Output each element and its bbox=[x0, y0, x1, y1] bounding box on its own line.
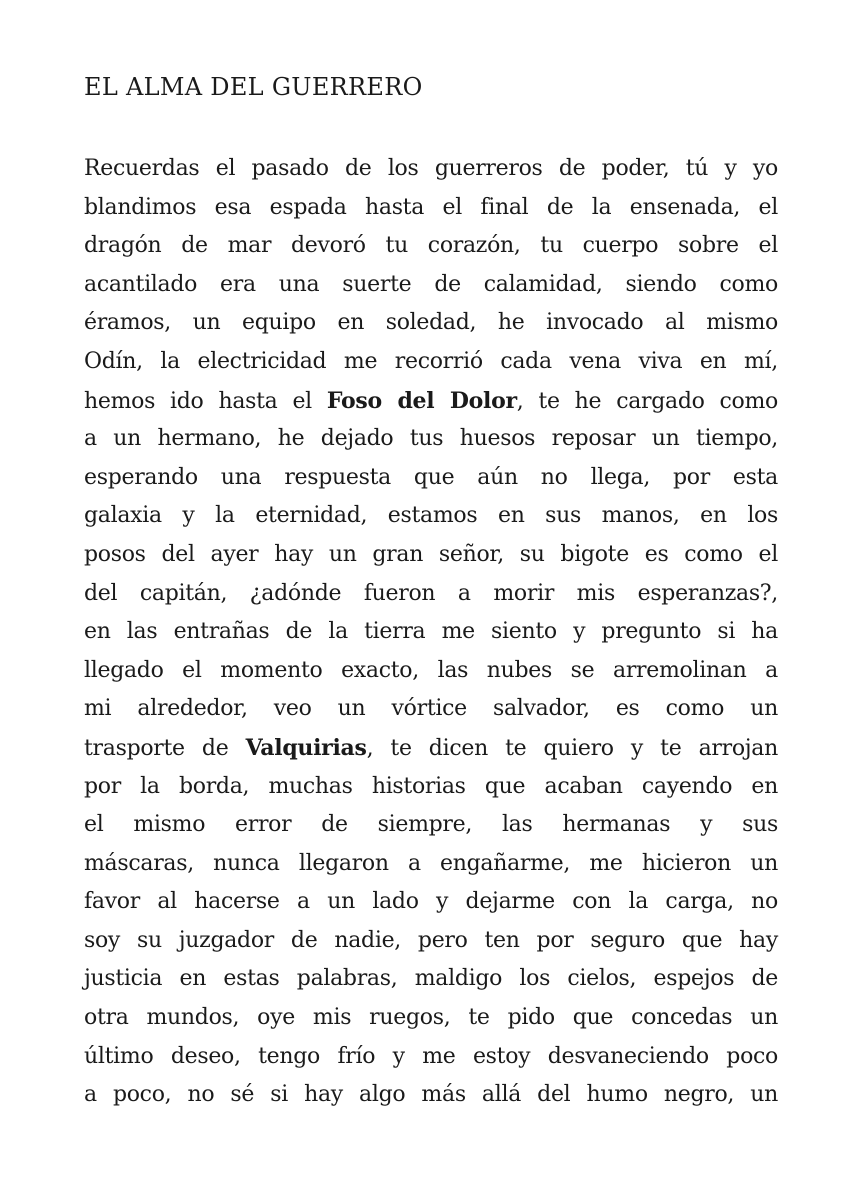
text-segment: hemos ido hasta el bbox=[84, 388, 327, 414]
text-line: soy su juzgador de nadie, pero ten por seguro que hay bbox=[84, 927, 778, 953]
text-line: el mismo error de siempre, las hermanas y sus bbox=[84, 812, 778, 838]
text-segment: , te he cargado como bbox=[516, 388, 779, 414]
text-line: a un hermano, he dejado tus huesos reposar un tiempo, bbox=[84, 426, 778, 452]
text-line: esperando una respuesta que aún no llega, por esta bbox=[84, 464, 778, 490]
text-line: posos del ayer hay un gran señor, su bigote es como el bbox=[84, 541, 778, 567]
text-line: Recuerdas el pasado de los guerreros de poder, tú y yo bbox=[84, 156, 778, 181]
text-line: otra mundos, oye mis ruegos, te pido que concedas un bbox=[84, 1005, 778, 1031]
text-segment: trasporte de bbox=[84, 735, 246, 761]
document-page bbox=[84, 62, 778, 1115]
text-line: a poco, no sé si hay algo más allá del humo negro, un bbox=[84, 1082, 778, 1108]
document-title: EL ALMA DEL GUERRERO bbox=[84, 73, 423, 101]
text-line: favor al hacerse a un lado y dejarme con la carga, no bbox=[84, 889, 778, 915]
text-line: éramos, un equipo en soledad, he invocado al mismo bbox=[84, 310, 778, 336]
title-spacer bbox=[84, 112, 778, 150]
text-line: llegado el momento exacto, las nubes se arremolinan a bbox=[84, 657, 778, 683]
bold-term-valquirias: Valquirias bbox=[245, 734, 367, 761]
text-line bbox=[84, 382, 778, 421]
text-line: blandimos esa espada hasta el final de la ensenada, el bbox=[84, 194, 778, 220]
body-paragraph bbox=[84, 150, 778, 1115]
text-line: por la borda, muchas historias que acaban cayendo en bbox=[84, 773, 778, 799]
text-line: justicia en estas palabras, maldigo los cielos, espejos de bbox=[84, 966, 778, 992]
text-segment: , te dicen te quiero y te arrojan bbox=[366, 735, 778, 761]
text-line: Odín, la electricidad me recorrió cada vena viva en mí, bbox=[84, 348, 778, 374]
text-line: acantilado era una suerte de calamidad, siendo como bbox=[84, 271, 778, 297]
text-line: del capitán, ¿adónde fueron a morir mis esperanzas?, bbox=[84, 580, 778, 606]
text-line: dragón de mar devoró tu corazón, tu cuerpo sobre el bbox=[84, 233, 778, 259]
text-line bbox=[84, 729, 778, 768]
bold-term-foso-del-dolor: Foso del Dolor bbox=[326, 387, 517, 414]
text-line: galaxia y la eternidad, estamos en sus manos, en los bbox=[84, 503, 778, 529]
text-line: último deseo, tengo frío y me estoy desvaneciendo poco bbox=[84, 1043, 778, 1069]
text-line: en las entrañas de la tierra me siento y pregunto si ha bbox=[84, 619, 778, 645]
text-line: máscaras, nunca llegaron a engañarme, me hicieron un bbox=[84, 850, 778, 876]
text-line: mi alrededor, veo un vórtice salvador, es como un bbox=[84, 696, 778, 722]
